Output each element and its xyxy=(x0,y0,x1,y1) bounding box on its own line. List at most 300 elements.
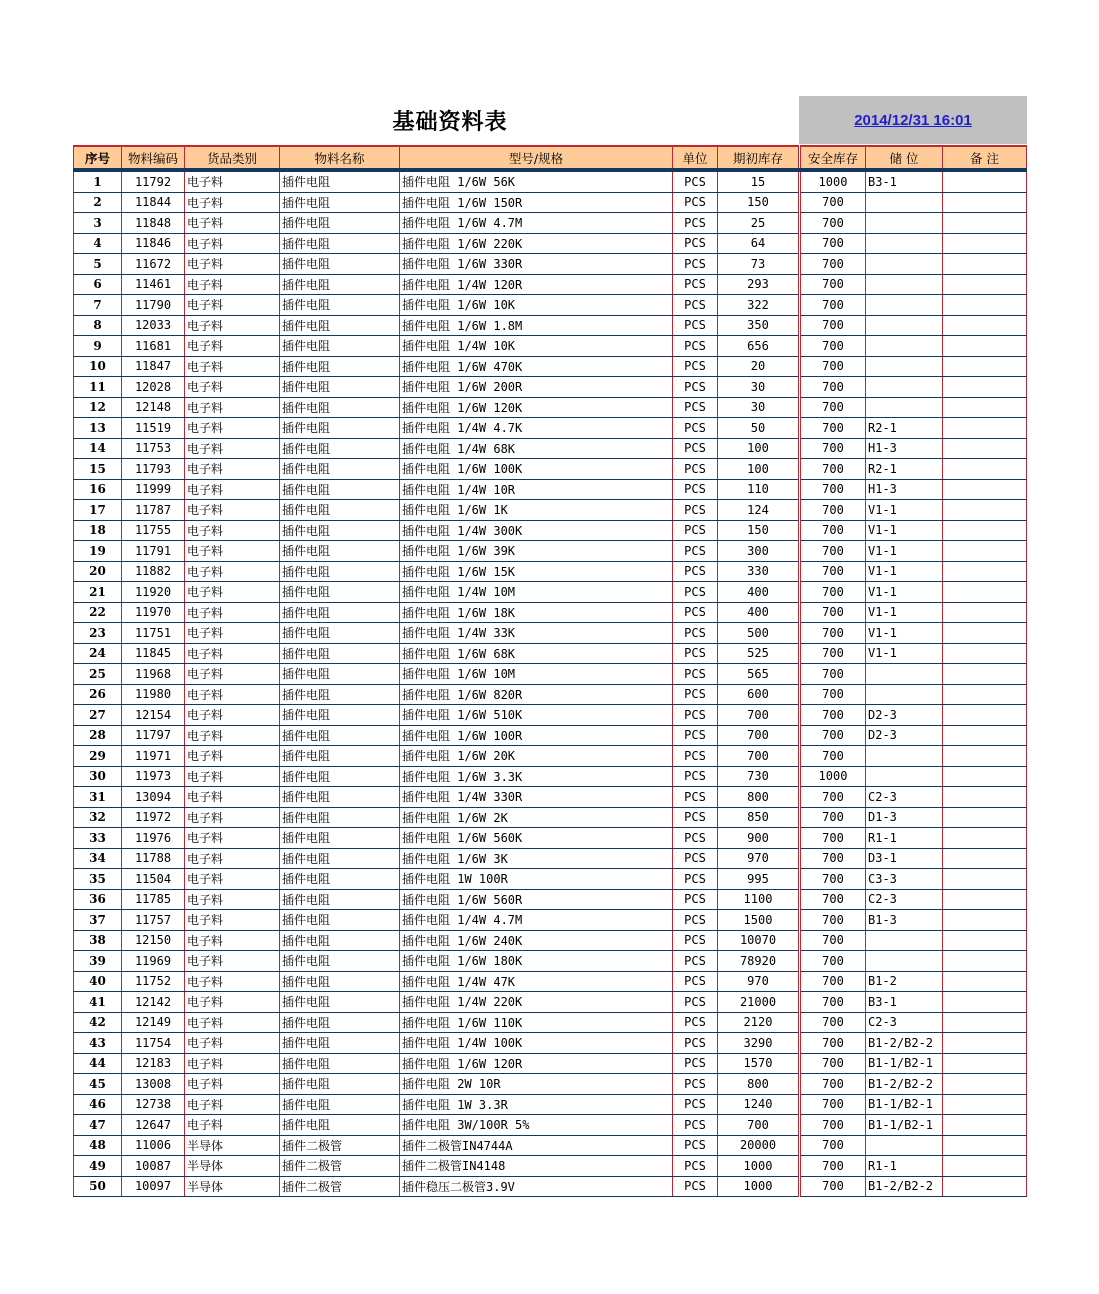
cell-seq[interactable]: 36 xyxy=(74,889,122,910)
cell-safety-stock[interactable]: 700 xyxy=(800,1053,866,1074)
cell-name[interactable]: 插件电阻 xyxy=(280,787,400,808)
cell-opening-stock[interactable]: 800 xyxy=(718,787,800,808)
cell-location[interactable] xyxy=(866,213,943,234)
cell-safety-stock[interactable]: 700 xyxy=(800,561,866,582)
cell-safety-stock[interactable]: 700 xyxy=(800,951,866,972)
cell-spec[interactable]: 插件电阻 2W 10R xyxy=(400,1074,673,1095)
cell-unit[interactable]: PCS xyxy=(673,254,718,275)
cell-location[interactable] xyxy=(866,274,943,295)
cell-spec[interactable]: 插件电阻 1/6W 56K xyxy=(400,170,673,192)
cell-spec[interactable]: 插件电阻 1/6W 3K xyxy=(400,848,673,869)
cell-unit[interactable]: PCS xyxy=(673,1115,718,1136)
cell-remark[interactable] xyxy=(943,295,1027,316)
cell-name[interactable]: 插件电阻 xyxy=(280,951,400,972)
cell-code[interactable]: 11504 xyxy=(122,869,185,890)
cell-category[interactable]: 电子料 xyxy=(185,213,280,234)
cell-safety-stock[interactable]: 700 xyxy=(800,889,866,910)
cell-name[interactable]: 插件电阻 xyxy=(280,889,400,910)
cell-name[interactable]: 插件电阻 xyxy=(280,479,400,500)
cell-remark[interactable] xyxy=(943,725,1027,746)
cell-name[interactable]: 插件电阻 xyxy=(280,705,400,726)
cell-spec[interactable]: 插件电阻 1/4W 10R xyxy=(400,479,673,500)
cell-name[interactable]: 插件电阻 xyxy=(280,192,400,213)
cell-code[interactable]: 11461 xyxy=(122,274,185,295)
cell-spec[interactable]: 插件电阻 1/6W 10M xyxy=(400,664,673,685)
cell-remark[interactable] xyxy=(943,377,1027,398)
cell-spec[interactable]: 插件电阻 1/6W 39K xyxy=(400,541,673,562)
cell-remark[interactable] xyxy=(943,170,1027,192)
cell-unit[interactable]: PCS xyxy=(673,602,718,623)
cell-unit[interactable]: PCS xyxy=(673,438,718,459)
cell-remark[interactable] xyxy=(943,397,1027,418)
cell-unit[interactable]: PCS xyxy=(673,1012,718,1033)
cell-safety-stock[interactable]: 700 xyxy=(800,438,866,459)
cell-category[interactable]: 电子料 xyxy=(185,1012,280,1033)
cell-category[interactable]: 电子料 xyxy=(185,971,280,992)
cell-code[interactable]: 11976 xyxy=(122,828,185,849)
col-header-location[interactable]: 储 位 xyxy=(866,146,943,170)
cell-unit[interactable]: PCS xyxy=(673,541,718,562)
cell-category[interactable]: 半导体 xyxy=(185,1135,280,1156)
col-header-category[interactable]: 货品类别 xyxy=(185,146,280,170)
cell-opening-stock[interactable]: 730 xyxy=(718,766,800,787)
cell-name[interactable]: 插件二极管 xyxy=(280,1135,400,1156)
cell-unit[interactable]: PCS xyxy=(673,274,718,295)
cell-seq[interactable]: 22 xyxy=(74,602,122,623)
cell-location[interactable] xyxy=(866,254,943,275)
cell-code[interactable]: 13094 xyxy=(122,787,185,808)
cell-name[interactable]: 插件电阻 xyxy=(280,1094,400,1115)
cell-seq[interactable]: 28 xyxy=(74,725,122,746)
cell-name[interactable]: 插件电阻 xyxy=(280,377,400,398)
cell-remark[interactable] xyxy=(943,971,1027,992)
cell-code[interactable]: 11791 xyxy=(122,541,185,562)
cell-seq[interactable]: 7 xyxy=(74,295,122,316)
cell-code[interactable]: 12647 xyxy=(122,1115,185,1136)
cell-unit[interactable]: PCS xyxy=(673,418,718,439)
cell-seq[interactable]: 39 xyxy=(74,951,122,972)
cell-seq[interactable]: 46 xyxy=(74,1094,122,1115)
cell-seq[interactable]: 47 xyxy=(74,1115,122,1136)
cell-location[interactable]: C3-3 xyxy=(866,869,943,890)
cell-category[interactable]: 电子料 xyxy=(185,889,280,910)
cell-remark[interactable] xyxy=(943,848,1027,869)
cell-unit[interactable]: PCS xyxy=(673,377,718,398)
cell-opening-stock[interactable]: 21000 xyxy=(718,992,800,1013)
cell-opening-stock[interactable]: 700 xyxy=(718,1115,800,1136)
cell-code[interactable]: 12148 xyxy=(122,397,185,418)
cell-category[interactable]: 电子料 xyxy=(185,1033,280,1054)
cell-spec[interactable]: 插件电阻 1/4W 220K xyxy=(400,992,673,1013)
cell-location[interactable] xyxy=(866,315,943,336)
cell-safety-stock[interactable]: 700 xyxy=(800,336,866,357)
cell-category[interactable]: 电子料 xyxy=(185,951,280,972)
cell-safety-stock[interactable]: 700 xyxy=(800,315,866,336)
cell-spec[interactable]: 插件电阻 1/4W 4.7K xyxy=(400,418,673,439)
cell-location[interactable]: V1-1 xyxy=(866,623,943,644)
cell-category[interactable]: 电子料 xyxy=(185,869,280,890)
cell-opening-stock[interactable]: 322 xyxy=(718,295,800,316)
cell-category[interactable]: 电子料 xyxy=(185,418,280,439)
cell-remark[interactable] xyxy=(943,807,1027,828)
cell-opening-stock[interactable]: 20 xyxy=(718,356,800,377)
cell-name[interactable]: 插件电阻 xyxy=(280,1074,400,1095)
cell-location[interactable] xyxy=(866,356,943,377)
cell-location[interactable]: B1-2 xyxy=(866,971,943,992)
cell-opening-stock[interactable]: 100 xyxy=(718,438,800,459)
cell-remark[interactable] xyxy=(943,438,1027,459)
col-header-name[interactable]: 物料名称 xyxy=(280,146,400,170)
cell-spec[interactable]: 插件电阻 1/4W 4.7M xyxy=(400,910,673,931)
cell-spec[interactable]: 插件电阻 1/4W 33K xyxy=(400,623,673,644)
cell-remark[interactable] xyxy=(943,643,1027,664)
cell-remark[interactable] xyxy=(943,459,1027,480)
cell-remark[interactable] xyxy=(943,869,1027,890)
cell-unit[interactable]: PCS xyxy=(673,1156,718,1177)
cell-code[interactable]: 11519 xyxy=(122,418,185,439)
cell-name[interactable]: 插件电阻 xyxy=(280,930,400,951)
cell-opening-stock[interactable]: 400 xyxy=(718,602,800,623)
cell-safety-stock[interactable]: 700 xyxy=(800,828,866,849)
cell-remark[interactable] xyxy=(943,1094,1027,1115)
cell-unit[interactable]: PCS xyxy=(673,561,718,582)
cell-opening-stock[interactable]: 64 xyxy=(718,233,800,254)
cell-opening-stock[interactable]: 1000 xyxy=(718,1176,800,1197)
cell-unit[interactable]: PCS xyxy=(673,479,718,500)
cell-remark[interactable] xyxy=(943,274,1027,295)
cell-opening-stock[interactable]: 600 xyxy=(718,684,800,705)
cell-unit[interactable]: PCS xyxy=(673,664,718,685)
cell-category[interactable]: 电子料 xyxy=(185,582,280,603)
cell-spec[interactable]: 插件电阻 1/6W 560K xyxy=(400,828,673,849)
cell-unit[interactable]: PCS xyxy=(673,705,718,726)
cell-unit[interactable]: PCS xyxy=(673,1053,718,1074)
cell-remark[interactable] xyxy=(943,479,1027,500)
cell-remark[interactable] xyxy=(943,356,1027,377)
cell-unit[interactable]: PCS xyxy=(673,336,718,357)
cell-name[interactable]: 插件电阻 xyxy=(280,602,400,623)
cell-seq[interactable]: 43 xyxy=(74,1033,122,1054)
cell-seq[interactable]: 12 xyxy=(74,397,122,418)
cell-name[interactable]: 插件电阻 xyxy=(280,910,400,931)
cell-opening-stock[interactable]: 110 xyxy=(718,479,800,500)
cell-code[interactable]: 12033 xyxy=(122,315,185,336)
cell-opening-stock[interactable]: 30 xyxy=(718,397,800,418)
cell-name[interactable]: 插件电阻 xyxy=(280,869,400,890)
cell-safety-stock[interactable]: 700 xyxy=(800,930,866,951)
cell-opening-stock[interactable]: 100 xyxy=(718,459,800,480)
cell-seq[interactable]: 27 xyxy=(74,705,122,726)
cell-code[interactable]: 11790 xyxy=(122,295,185,316)
cell-remark[interactable] xyxy=(943,623,1027,644)
cell-opening-stock[interactable]: 700 xyxy=(718,725,800,746)
col-header-seq[interactable]: 序号 xyxy=(74,146,122,170)
cell-safety-stock[interactable]: 700 xyxy=(800,1012,866,1033)
cell-opening-stock[interactable]: 1000 xyxy=(718,1156,800,1177)
cell-unit[interactable]: PCS xyxy=(673,889,718,910)
cell-spec[interactable]: 插件电阻 1/6W 20K xyxy=(400,746,673,767)
cell-code[interactable]: 12028 xyxy=(122,377,185,398)
cell-spec[interactable]: 插件电阻 1/6W 18K xyxy=(400,602,673,623)
cell-name[interactable]: 插件电阻 xyxy=(280,274,400,295)
cell-code[interactable]: 11999 xyxy=(122,479,185,500)
cell-spec[interactable]: 插件电阻 1/6W 330R xyxy=(400,254,673,275)
cell-opening-stock[interactable]: 970 xyxy=(718,848,800,869)
cell-safety-stock[interactable]: 700 xyxy=(800,233,866,254)
cell-code[interactable]: 11754 xyxy=(122,1033,185,1054)
cell-remark[interactable] xyxy=(943,233,1027,254)
cell-location[interactable]: V1-1 xyxy=(866,643,943,664)
col-header-opening-stock[interactable]: 期初库存 xyxy=(718,146,800,170)
cell-seq[interactable]: 37 xyxy=(74,910,122,931)
cell-seq[interactable]: 19 xyxy=(74,541,122,562)
cell-safety-stock[interactable]: 700 xyxy=(800,910,866,931)
cell-code[interactable]: 11971 xyxy=(122,746,185,767)
cell-unit[interactable]: PCS xyxy=(673,233,718,254)
cell-safety-stock[interactable]: 700 xyxy=(800,1033,866,1054)
cell-remark[interactable] xyxy=(943,520,1027,541)
cell-opening-stock[interactable]: 293 xyxy=(718,274,800,295)
col-header-spec[interactable]: 型号/规格 xyxy=(400,146,673,170)
cell-opening-stock[interactable]: 73 xyxy=(718,254,800,275)
cell-seq[interactable]: 31 xyxy=(74,787,122,808)
cell-opening-stock[interactable]: 565 xyxy=(718,664,800,685)
cell-name[interactable]: 插件电阻 xyxy=(280,170,400,192)
cell-name[interactable]: 插件电阻 xyxy=(280,1115,400,1136)
cell-remark[interactable] xyxy=(943,705,1027,726)
cell-spec[interactable]: 插件二极管IN4148 xyxy=(400,1156,673,1177)
cell-location[interactable]: B1-1/B2-1 xyxy=(866,1115,943,1136)
cell-code[interactable]: 11845 xyxy=(122,643,185,664)
cell-seq[interactable]: 3 xyxy=(74,213,122,234)
cell-seq[interactable]: 48 xyxy=(74,1135,122,1156)
cell-name[interactable]: 插件电阻 xyxy=(280,848,400,869)
cell-location[interactable]: R2-1 xyxy=(866,459,943,480)
cell-safety-stock[interactable]: 700 xyxy=(800,643,866,664)
col-header-unit[interactable]: 单位 xyxy=(673,146,718,170)
cell-spec[interactable]: 插件电阻 1/6W 510K xyxy=(400,705,673,726)
cell-opening-stock[interactable]: 150 xyxy=(718,192,800,213)
cell-opening-stock[interactable]: 800 xyxy=(718,1074,800,1095)
cell-location[interactable]: D2-3 xyxy=(866,725,943,746)
cell-safety-stock[interactable]: 700 xyxy=(800,992,866,1013)
cell-seq[interactable]: 13 xyxy=(74,418,122,439)
cell-seq[interactable]: 16 xyxy=(74,479,122,500)
cell-code[interactable]: 11847 xyxy=(122,356,185,377)
cell-remark[interactable] xyxy=(943,951,1027,972)
cell-location[interactable]: V1-1 xyxy=(866,500,943,521)
cell-category[interactable]: 电子料 xyxy=(185,930,280,951)
cell-safety-stock[interactable]: 700 xyxy=(800,684,866,705)
cell-safety-stock[interactable]: 700 xyxy=(800,807,866,828)
cell-name[interactable]: 插件电阻 xyxy=(280,746,400,767)
cell-category[interactable]: 电子料 xyxy=(185,254,280,275)
cell-spec[interactable]: 插件电阻 1/6W 120K xyxy=(400,397,673,418)
cell-unit[interactable]: PCS xyxy=(673,766,718,787)
cell-unit[interactable]: PCS xyxy=(673,910,718,931)
cell-location[interactable]: R1-1 xyxy=(866,1156,943,1177)
cell-code[interactable]: 11755 xyxy=(122,520,185,541)
cell-code[interactable]: 12183 xyxy=(122,1053,185,1074)
cell-seq[interactable]: 30 xyxy=(74,766,122,787)
cell-opening-stock[interactable]: 656 xyxy=(718,336,800,357)
cell-safety-stock[interactable]: 700 xyxy=(800,1156,866,1177)
cell-seq[interactable]: 4 xyxy=(74,233,122,254)
cell-spec[interactable]: 插件电阻 1/6W 110K xyxy=(400,1012,673,1033)
cell-seq[interactable]: 26 xyxy=(74,684,122,705)
cell-safety-stock[interactable]: 700 xyxy=(800,1135,866,1156)
cell-location[interactable] xyxy=(866,397,943,418)
cell-code[interactable]: 11969 xyxy=(122,951,185,972)
cell-unit[interactable]: PCS xyxy=(673,356,718,377)
cell-remark[interactable] xyxy=(943,1115,1027,1136)
cell-spec[interactable]: 插件电阻 1/6W 1.8M xyxy=(400,315,673,336)
cell-location[interactable] xyxy=(866,192,943,213)
cell-remark[interactable] xyxy=(943,1053,1027,1074)
cell-seq[interactable]: 17 xyxy=(74,500,122,521)
cell-category[interactable]: 电子料 xyxy=(185,705,280,726)
cell-spec[interactable]: 插件电阻 1W 100R xyxy=(400,869,673,890)
cell-spec[interactable]: 插件电阻 1/6W 120R xyxy=(400,1053,673,1074)
cell-safety-stock[interactable]: 700 xyxy=(800,520,866,541)
cell-code[interactable]: 12142 xyxy=(122,992,185,1013)
cell-location[interactable]: B1-1/B2-1 xyxy=(866,1094,943,1115)
cell-seq[interactable]: 29 xyxy=(74,746,122,767)
cell-seq[interactable]: 38 xyxy=(74,930,122,951)
cell-spec[interactable]: 插件电阻 1/4W 47K xyxy=(400,971,673,992)
cell-seq[interactable]: 33 xyxy=(74,828,122,849)
cell-unit[interactable]: PCS xyxy=(673,684,718,705)
cell-seq[interactable]: 11 xyxy=(74,377,122,398)
cell-code[interactable]: 11980 xyxy=(122,684,185,705)
cell-safety-stock[interactable]: 700 xyxy=(800,971,866,992)
cell-safety-stock[interactable]: 700 xyxy=(800,1176,866,1197)
cell-category[interactable]: 电子料 xyxy=(185,500,280,521)
cell-code[interactable]: 11972 xyxy=(122,807,185,828)
cell-spec[interactable]: 插件电阻 1/6W 100R xyxy=(400,725,673,746)
cell-opening-stock[interactable]: 700 xyxy=(718,746,800,767)
cell-remark[interactable] xyxy=(943,1156,1027,1177)
cell-location[interactable] xyxy=(866,684,943,705)
cell-spec[interactable]: 插件电阻 1/6W 10K xyxy=(400,295,673,316)
cell-category[interactable]: 电子料 xyxy=(185,725,280,746)
cell-unit[interactable]: PCS xyxy=(673,930,718,951)
cell-opening-stock[interactable]: 25 xyxy=(718,213,800,234)
cell-code[interactable]: 11844 xyxy=(122,192,185,213)
cell-opening-stock[interactable]: 150 xyxy=(718,520,800,541)
cell-opening-stock[interactable]: 350 xyxy=(718,315,800,336)
cell-remark[interactable] xyxy=(943,213,1027,234)
cell-location[interactable]: H1-3 xyxy=(866,479,943,500)
cell-code[interactable]: 11753 xyxy=(122,438,185,459)
cell-unit[interactable]: PCS xyxy=(673,459,718,480)
cell-spec[interactable]: 插件电阻 1/4W 100K xyxy=(400,1033,673,1054)
cell-code[interactable]: 11788 xyxy=(122,848,185,869)
cell-category[interactable]: 电子料 xyxy=(185,746,280,767)
cell-name[interactable]: 插件二极管 xyxy=(280,1176,400,1197)
cell-safety-stock[interactable]: 700 xyxy=(800,254,866,275)
cell-safety-stock[interactable]: 700 xyxy=(800,746,866,767)
cell-safety-stock[interactable]: 700 xyxy=(800,848,866,869)
cell-category[interactable]: 电子料 xyxy=(185,787,280,808)
cell-location[interactable]: B1-3 xyxy=(866,910,943,931)
cell-remark[interactable] xyxy=(943,910,1027,931)
cell-seq[interactable]: 42 xyxy=(74,1012,122,1033)
cell-code[interactable]: 12149 xyxy=(122,1012,185,1033)
cell-name[interactable]: 插件电阻 xyxy=(280,336,400,357)
cell-spec[interactable]: 插件电阻 1/6W 560R xyxy=(400,889,673,910)
cell-unit[interactable]: PCS xyxy=(673,170,718,192)
cell-safety-stock[interactable]: 700 xyxy=(800,356,866,377)
cell-category[interactable]: 电子料 xyxy=(185,807,280,828)
cell-category[interactable]: 电子料 xyxy=(185,664,280,685)
cell-name[interactable]: 插件电阻 xyxy=(280,582,400,603)
cell-remark[interactable] xyxy=(943,541,1027,562)
cell-name[interactable]: 插件电阻 xyxy=(280,664,400,685)
cell-location[interactable]: D3-1 xyxy=(866,848,943,869)
cell-spec[interactable]: 插件电阻 1/4W 10M xyxy=(400,582,673,603)
cell-spec[interactable]: 插件电阻 1/6W 220K xyxy=(400,233,673,254)
cell-unit[interactable]: PCS xyxy=(673,623,718,644)
cell-category[interactable]: 电子料 xyxy=(185,479,280,500)
cell-remark[interactable] xyxy=(943,746,1027,767)
cell-opening-stock[interactable]: 1570 xyxy=(718,1053,800,1074)
cell-opening-stock[interactable]: 30 xyxy=(718,377,800,398)
cell-category[interactable]: 电子料 xyxy=(185,274,280,295)
cell-name[interactable]: 插件电阻 xyxy=(280,725,400,746)
cell-name[interactable]: 插件电阻 xyxy=(280,1012,400,1033)
cell-seq[interactable]: 41 xyxy=(74,992,122,1013)
cell-location[interactable]: R2-1 xyxy=(866,418,943,439)
cell-category[interactable]: 电子料 xyxy=(185,356,280,377)
cell-remark[interactable] xyxy=(943,1033,1027,1054)
cell-spec[interactable]: 插件电阻 1/4W 300K xyxy=(400,520,673,541)
cell-category[interactable]: 电子料 xyxy=(185,170,280,192)
cell-location[interactable]: C2-3 xyxy=(866,1012,943,1033)
cell-opening-stock[interactable]: 500 xyxy=(718,623,800,644)
cell-remark[interactable] xyxy=(943,1176,1027,1197)
cell-name[interactable]: 插件电阻 xyxy=(280,541,400,562)
cell-code[interactable]: 11846 xyxy=(122,233,185,254)
cell-opening-stock[interactable]: 2120 xyxy=(718,1012,800,1033)
cell-safety-stock[interactable]: 700 xyxy=(800,623,866,644)
cell-opening-stock[interactable]: 400 xyxy=(718,582,800,603)
cell-unit[interactable]: PCS xyxy=(673,1074,718,1095)
cell-location[interactable]: B3-1 xyxy=(866,992,943,1013)
cell-opening-stock[interactable]: 15 xyxy=(718,170,800,192)
cell-spec[interactable]: 插件电阻 1/6W 2K xyxy=(400,807,673,828)
cell-category[interactable]: 半导体 xyxy=(185,1156,280,1177)
cell-location[interactable]: B1-2/B2-2 xyxy=(866,1176,943,1197)
cell-name[interactable]: 插件电阻 xyxy=(280,971,400,992)
cell-name[interactable]: 插件电阻 xyxy=(280,520,400,541)
cell-safety-stock[interactable]: 700 xyxy=(800,725,866,746)
cell-category[interactable]: 电子料 xyxy=(185,1115,280,1136)
cell-opening-stock[interactable]: 850 xyxy=(718,807,800,828)
cell-name[interactable]: 插件电阻 xyxy=(280,418,400,439)
cell-code[interactable]: 11968 xyxy=(122,664,185,685)
cell-safety-stock[interactable]: 700 xyxy=(800,602,866,623)
cell-seq[interactable]: 50 xyxy=(74,1176,122,1197)
cell-code[interactable]: 12154 xyxy=(122,705,185,726)
cell-category[interactable]: 电子料 xyxy=(185,1053,280,1074)
cell-location[interactable] xyxy=(866,664,943,685)
cell-seq[interactable]: 32 xyxy=(74,807,122,828)
cell-unit[interactable]: PCS xyxy=(673,787,718,808)
cell-spec[interactable]: 插件电阻 1/6W 15K xyxy=(400,561,673,582)
cell-code[interactable]: 11848 xyxy=(122,213,185,234)
cell-seq[interactable]: 9 xyxy=(74,336,122,357)
